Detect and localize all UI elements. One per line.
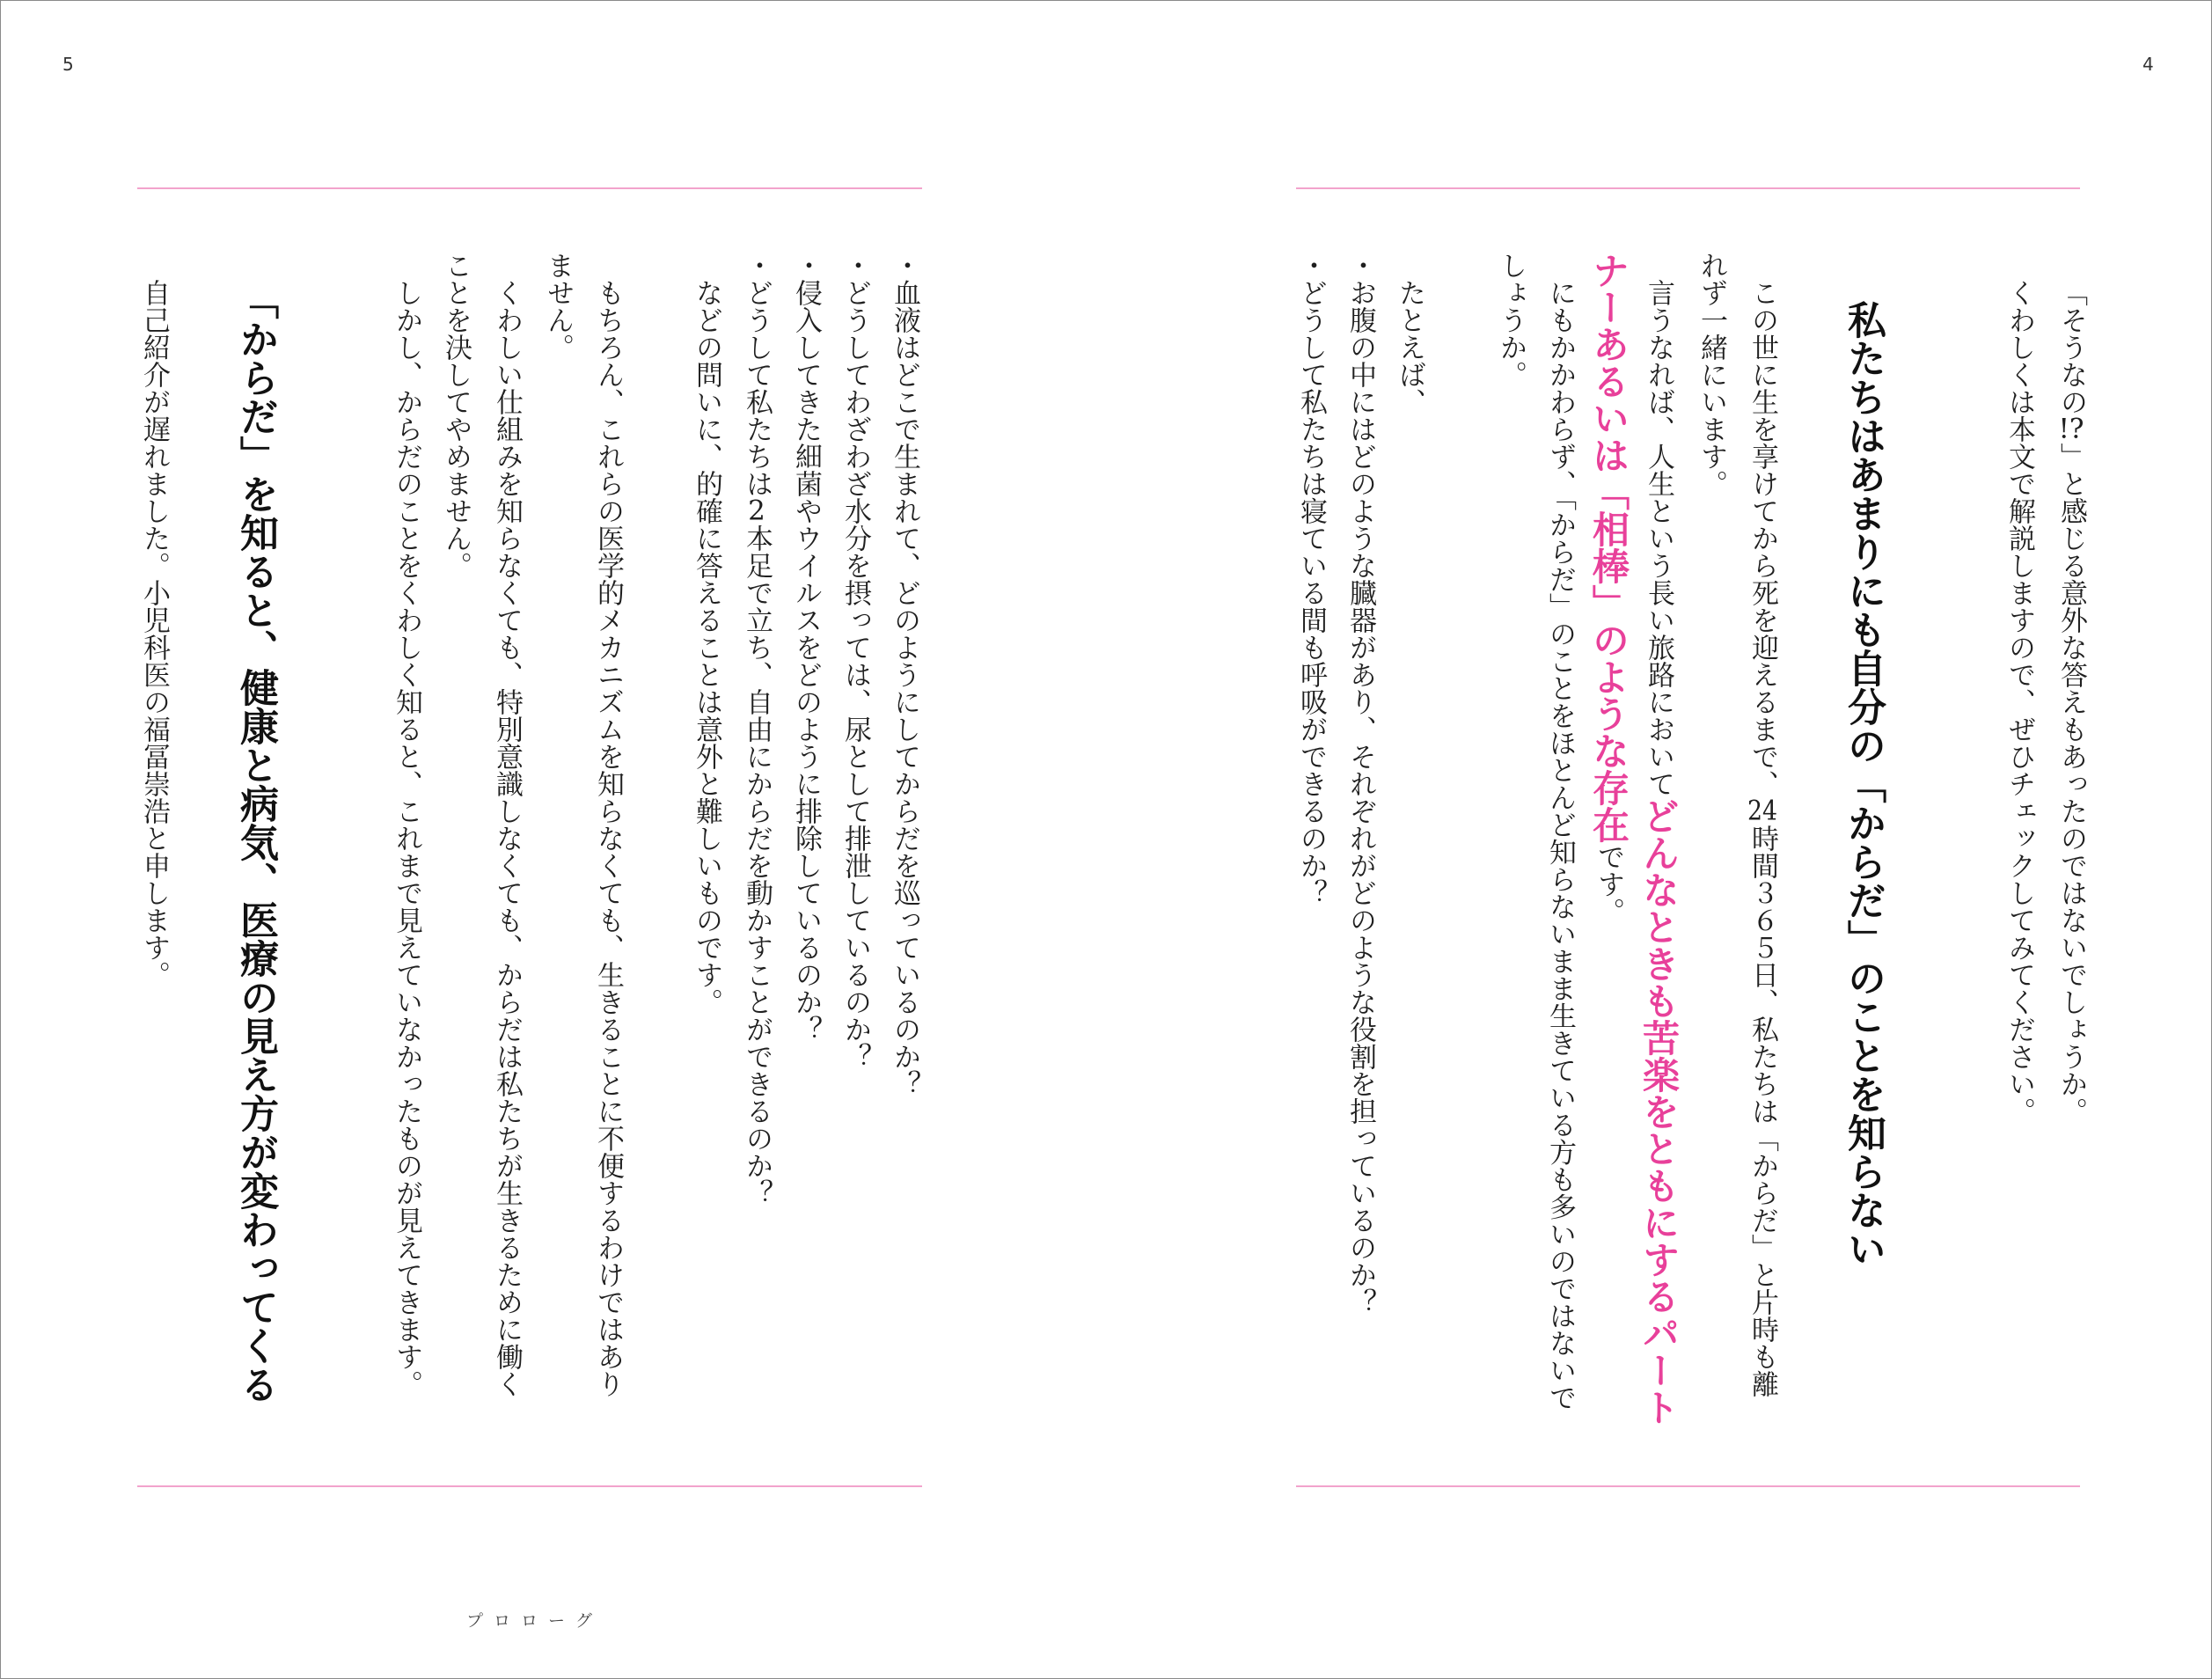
left-page-number: 5 <box>62 54 74 75</box>
body-line: ことを決してやめません。 <box>440 252 472 579</box>
body-line: れず一緒にいます。 <box>1696 252 1727 497</box>
body-line <box>1634 252 1684 1479</box>
body-line: この世に生を享けてから死を迎えるまで、24時間３６５日、私たちは「からだ」と片時も離 <box>1747 279 1778 1397</box>
list-item: ・どうして私たちは2本足で立ち、自由にからだを動かすことができるのか？ <box>741 252 773 1206</box>
body-text: です。 <box>1593 843 1624 925</box>
tate-chu-yoko: 24 <box>1747 797 1778 825</box>
right-page-bottom-rule <box>1296 1485 2080 1487</box>
body-line: などの問いに、的確に答えることは意外と難しいものです。 <box>691 279 722 1015</box>
right-page-top-rule <box>1296 187 2080 189</box>
body-line: くわしくは本文で解説しますので、ぜひチェックしてみてください。 <box>2003 279 2035 1125</box>
body-line: 自己紹介が遅れました。小児科医の福冨崇浩と申します。 <box>138 279 170 988</box>
body-line: たとえば、 <box>1394 279 1425 415</box>
emphasis-text: ナーあるいは「相棒」のような存在 <box>1587 252 1630 843</box>
body-line: にもかかわらず、「からだ」のことをほとんど知らないまま生きている方も多いのではないで <box>1544 279 1576 1411</box>
emphasis-text: どんなときも苦楽をともにするパート <box>1637 797 1681 1426</box>
section-heading: 私たちはあまりにも自分の「からだ」のことを知らない <box>1841 300 1886 1268</box>
left-page-bottom-rule <box>137 1485 922 1487</box>
running-footer: プロローグ <box>466 1611 604 1631</box>
section-heading: 「からだ」を知ると、健康と病気、医療の見え方が変わってくる <box>233 281 278 1404</box>
body-line: しかし、からだのことをくわしく知ると、これまで見えていなかったものが見えてきます。 <box>391 279 422 1397</box>
right-page-number: 4 <box>2142 54 2154 75</box>
list-item: ・血液はどこで生まれて、どのようにしてからだを巡っているのか？ <box>889 252 920 1097</box>
body-line: ません。 <box>542 252 574 361</box>
body-line: もちろん、これらの医学的メカニズムを知らなくても、生きることに不便するわけではあり <box>592 279 624 1397</box>
list-item: ・お腹の中にはどのような臓器があり、それぞれがどのような役割を担っているのか？ <box>1344 252 1376 1316</box>
list-item: ・侵入してきた細菌やウイルスをどのように排除しているのか？ <box>790 252 822 1043</box>
list-item: ・どうして私たちは寝ている間も呼吸ができるのか？ <box>1295 252 1327 906</box>
tate-chu-yoko: !? <box>2058 415 2084 443</box>
tate-chu-yoko: 2 <box>748 497 765 524</box>
body-line <box>1584 252 1634 1479</box>
body-text: 言うなれば、人生という長い旅路において <box>1643 279 1674 797</box>
body-line: 「そうなの!?」と感じる意外な答えもあったのではないでしょうか。 <box>2055 279 2087 1125</box>
body-line: くわしい仕組みを知らなくても、特別意識しなくても、からだは私たちが生きるために働く <box>491 279 523 1397</box>
left-page-top-rule <box>137 187 922 189</box>
list-item: ・どうしてわざわざ水分を摂っては、尿として排泄しているのか？ <box>839 252 871 1070</box>
body-line: しょうか。 <box>1495 252 1527 388</box>
